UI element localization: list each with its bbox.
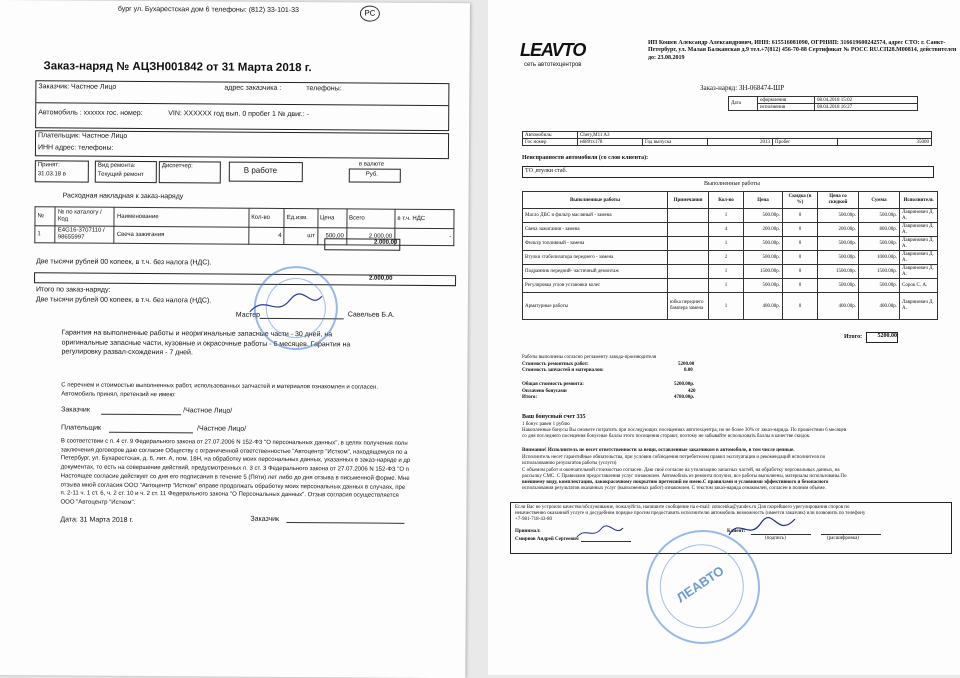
col-sum: Сумма [859,192,900,209]
work-name: Регулировка углов установки колес [523,279,668,293]
work-executor: Сорок С. А. [900,279,938,293]
sum-words-1: Две тысячи рублей 00 копеек, в т.ч. без налога (НДС). [36,258,212,267]
reglament-note: Работы выполнены согласно регламенту завода-производителя [522,355,657,360]
bonus-title: Ваш бонусный счет 335 [522,414,586,420]
problem-box [522,166,934,178]
inn-line: ИНН адрес: телефоны: [37,144,114,152]
car-label: Автомобиль: [523,132,578,139]
left-document-page [0,0,470,678]
stamp-text: ЛЕАВТО [673,562,727,606]
work-notes [668,265,709,279]
accepted-label: Принят: [37,162,60,169]
work-sum: 500.00р. [859,279,900,293]
customer-box [35,80,449,131]
signature-caption: (подпись) [765,536,786,541]
currency-box [349,168,401,182]
work-price: 500.00р. [744,251,783,265]
work-qty: 1 [709,237,744,251]
cost-summary: Стоимость ремонтных работ: 5200.00 Стоимость запчастей и материалов: 0.00 Общая стоимость ремонта: 5200.00р. Оплачено бонусами 420 Итого: 4780.00р. [522,362,696,400]
currency-label: в валюте [358,161,385,168]
work-discount: 0 [783,209,818,223]
work-discount: 0 [783,293,818,320]
problem-text: ТО ,втулки стаб. [525,168,568,174]
plate-number: н689тх178 [578,139,643,146]
col-executor: Исполнитель [900,192,938,209]
work-discount-price: 500.00р. [818,209,859,223]
work-price: 500.00р. [744,209,783,223]
customer-address-label: адрес заказчика : [224,84,282,92]
work-price: 400.00р. [744,293,783,320]
car-line: Автомобиль : хххххх гос. номер: [38,109,143,117]
row-price: 500,00 [317,228,346,245]
sign-payer-label: Плательщик [60,424,102,432]
year-value: 2013 [708,139,773,146]
row-number: 1 [35,226,56,243]
col-unit: Ед.изм. [284,208,317,227]
work-discount: 0 [783,265,818,279]
terms-text: Исполнитель несет гарантийные обязательства, при условии соблюдения потребителем правил эксплуатации и рекомендаций исполнителя по использованию результатов работы (услуги) С объемом работ и окончательной стоимостью согласен. Даю своё согласие на утилизацию запасных частей, на обработку персональных данных, на рассылку СМС. С Правилами предоставления услуг ознакомлен. Автомобиль из ремонта получил, все работы выполнены, материалы использованы.По внешнему виду, комплектации, лакокрасочному покрытию претензий не имею.С правилами и условиями эффективного и безопасного использования результатов оказанных услуг (выполненных работ) ознакомлен. С текстом заказ-наряда ознакомлен, согласен в полном объеме. [522,455,847,492]
work-notes [668,209,709,223]
mileage-value: 35000 [838,139,932,146]
work-notes [668,279,709,293]
logo-subtitle: сеть автотехцентров [524,62,582,68]
col-number: № [35,207,56,226]
col-price: Цена [317,209,346,228]
work-qty: 1 [709,209,744,223]
works-total-label: Итого: [844,334,863,340]
works-total: 5200.00 [866,332,898,343]
work-price: 500.00р. [744,237,783,251]
opened-date: 08.04.2018 15:02 [815,97,918,104]
work-discount-price: 500.00р. [818,279,859,293]
work-qty: 2 [709,251,744,265]
col-name: Наименование [114,207,248,227]
customer-phones-label: телефоны: [306,85,342,93]
sum-words-2: Две тысячи рублей 00 копеек, в т.ч. без налога (НДС). [35,296,212,305]
work-discount-price: 500.00р. [818,237,859,251]
bonus-text: 1 бонус равен 1 рублю Накопленные бонусы Вы сможете потратить при последующих посещениях автотехцентра, но не более 30% от заказ-наряда. По прошествии 6 месяцев со дня последнего посещения бонусные баллы этого посещения сгорают, поэтому не забывайте использовать баллы в качестве скидок. [522,422,847,440]
work-discount-price: 500.00р. [818,251,859,265]
work-executor: Лавринович Д. А. [900,223,938,237]
row-total: 2.000,00 [346,228,394,245]
table-row [523,237,938,251]
dispatcher-box [159,161,221,183]
work-notes [668,237,709,251]
work-discount: 0 [783,237,818,251]
work-price: 500.00р. [744,279,783,293]
problem-label: Неисправности автомобиля (со слов клиента): [522,155,649,161]
payer-line: Плательщик: Частное Лицо [38,132,128,140]
dispatcher-label: Диспетчер: [161,163,193,170]
certification-mark-icon: PC [360,6,380,22]
col-work: Выполненные работы [523,192,668,209]
work-discount-price: 200.00р. [818,223,859,237]
personal-data-consent: В соответствии с п. 4 ст. 9 Федерального закона от 27.07.2006 N 152-ФЗ "О персональных данных", в целях получения полн заключения договоров даю согласие Обществу с ограниченной ответственностью "Автоцентр "Истком", находящемуся по а Петербург, ул. Бухарестская, д. 6, лит. А, пом. 18Н, на обработку моих персональных данных, указанных в заказ-наряде и др документах, то есть на совершение действий, предусмотренных п. 3 ст. 3 Федерального закона от 27.07.2006 N 152-ФЗ "О п Настоящее согласие действует со дня его подписания в течение 5 (Пяти) лет либо до дня отзыва в письменной форме. Мне отзыва мной согласия ООО "Автоцентр "Истком" вправе продолжать обработку моих персональных данных в случаях, пре п. 2-11 ч. 1 ст. 6, ч. 2 ст. 10 и ч. 2 ст. 11 Федерального закона "О Персональных данных". Отзыв согласия осуществляется ООО "Автоцентр "Истком". [60,438,411,506]
company-details: ИП Кошев Александр Александрович, ИНН: 615516081090, ОГРНИП: 316619600242574, адрес СТО: г. Санкт- Петербург, ул. Малая Балканская д.9 тел.+7(812) 456-70-88 Сертификат № РОСС RU.СП28.М00814, действителен до: 23.08.2019 [648,40,957,61]
grand-total-bar [34,272,456,286]
master-label: Мастер [235,311,261,319]
work-name: Свеча зажигания - замена [523,223,668,237]
car-table [522,131,932,146]
row-name: Свеча зажигания [114,226,248,244]
table-row [523,279,938,293]
table-row [523,251,938,265]
col-discount-price: Цена со скидкой [818,192,859,209]
works-title: Выполненные работы [704,181,760,187]
col-qty: Кол-во [709,192,744,209]
table-total: 2.000,00 [324,238,400,251]
year-label: Год выпуска [643,139,708,146]
work-discount-price: 400.00р. [818,293,859,320]
col-discount: Скидка (в %) [783,192,818,209]
work-name: Фильтр топливный - замена [523,237,668,251]
work-sum: 500.00р. [859,209,900,223]
col-vat: в т.ч. НДС [395,209,454,228]
col-price: Цена [744,192,783,209]
work-sum: 1000.00р. [859,251,900,265]
work-notes [668,223,709,237]
status-badge [229,162,303,183]
work-executor: Лавринович Д. А. [900,209,938,223]
client-signature-icon [725,515,805,543]
work-price: 1500.00р. [744,265,783,279]
row-vat: - [395,228,454,245]
currency: Руб. [365,171,378,178]
payer-box [35,130,449,159]
receiver-label: Принимал: [515,529,541,534]
accepted-box [35,160,89,182]
order-number: Заказ-наряд: ЗН-068474-ШР [700,84,785,92]
row-catalog: E4G16-3707110 / 98655997 [55,226,114,243]
work-executor: Лавринович Д. А. [900,265,938,279]
work-discount: 0 [783,279,818,293]
client-label: Клиент: [727,529,746,534]
grand-total: 2.000,00 [369,275,393,282]
warranty-text: Гарантия на выполненные работы и неоригинальные запасные части - 30 дней, на оригинальные запасные части, кузовные и окрасочные работы - 6 месяцев. Гарантия на регулировку развал-схождения - 7 дней. [61,329,351,357]
work-notes [668,251,709,265]
mileage-label: Пробег [773,139,838,146]
dates-table [728,96,918,111]
work-notes: юбка переднего бампера замена [668,293,709,320]
work-discount-price: 1500.00р. [818,265,859,279]
table-row [523,209,938,223]
row-qty: 4 [249,227,285,244]
work-price: 200.00р. [744,223,783,237]
receiver-signature-icon [575,525,625,541]
table-row [523,223,938,237]
work-executor: Лавринович Д. А. [900,251,938,265]
work-qty: 1 [709,279,744,293]
company-logo [516,38,604,68]
date-label: Дата [729,97,758,111]
col-notes: Примечания [668,192,709,209]
sign-customer-label: Заказчик [61,406,90,414]
consent-text: С перечнем и стоимостью выполненных работ, использованных запчастей и материалов ознакомлен и согласен. Автомобиль принял, претензий не имею: [61,382,379,399]
work-qty: 1 [709,293,744,320]
work-discount: 0 [783,223,818,237]
works-table [522,191,938,320]
plate-label: Гос номер [523,139,578,146]
work-qty: 4 [709,223,744,237]
works-table-header [523,192,938,209]
work-name: Подрамник передний- частичный демонтаж [523,265,668,279]
done-label: исполнения [758,104,815,111]
repair-type: Текущий ремонт [97,171,144,179]
logo-wordmark: LEAVTO [520,40,586,60]
work-executor: Лавринович Д. А. [900,293,938,320]
sign-payer-tail: /Частное Лицо/ [196,425,247,433]
col-total: Всего [346,209,394,228]
table-row [523,293,938,320]
car-model: Chery,M11 A3 [578,132,932,139]
work-sum: 400.00р. [859,293,900,320]
row-unit: шт [284,227,317,244]
repair-type-label: Вид ремонта: [97,162,136,169]
col-qty: Кол-во [249,208,285,227]
work-name: Втулки стабилизатора переднего - замена [523,251,668,265]
work-qty: 1 [709,265,744,279]
work-sum: 500.00р. [859,237,900,251]
work-sum: 800.00р. [859,223,900,237]
feedback-text: Если Вас не устроило качество/обслуживание, пожалуйста, напишите сообщение на e-mail: zotocenka@yandex.ru Для скорейшего урегулирования споров по некачественно оказанной услуге и досудебном порядке просим предоставить исполнителю автомобиль возможность (имеется заказчик) или позвонить по телефону +7-981-718-43-80 [515,505,866,522]
total-label: Итого по заказ-наряду: [35,286,111,294]
sign-customer-tail: /Частное Лицо/ [183,407,233,415]
done-date: 08.04.2018 16:27 [815,104,918,111]
accepted-date: 31.03.18 в [37,171,67,178]
work-sum: 1500.00р. [859,265,900,279]
receiver-name: Смирнов Андрей Сергеевич [515,537,579,542]
attention-note: Внимание! Исполнитель не несет ответственности за вещи, оставленные заказчиком в автомобиле, в том числе ценные. [522,448,795,453]
right-document-page [488,0,960,675]
customer-label: Заказчик: Частное Лицо [38,83,117,91]
date-customer-label: Заказчик [250,515,280,523]
order-title: Заказ-наряд № АЦЗН001842 от 31 Марта 2018 г. [43,60,312,75]
signature-icon [246,290,326,321]
decode-caption: (расшифровка) [827,536,859,541]
work-name: Арматурные работы [523,293,668,320]
date-line: Дата: 31 Марта 2018 г. [60,516,134,524]
master-name: Савельев Б.А. [347,311,395,319]
table-row [523,265,938,279]
vin-line: VIN: XXXXXX год вып. 0 пробег 1 № двиг.: - [168,110,309,119]
work-name: Масло ДВС и фильтр масляный - замена [523,209,668,223]
repair-type-box [95,161,157,183]
col-catalog: № по каталогу / Код [55,207,114,226]
status-text: В работе [243,165,278,175]
work-discount: 0 [783,251,818,265]
work-executor: Лавринович Д. А. [900,237,938,251]
header-address: бург ул. Бухарестская дом 6 телефоны: (812) 33-101-33 [117,5,299,15]
waybill-title: Расходная накладная к заказ-наряду [62,192,184,201]
opened-label: оформления [758,97,815,104]
